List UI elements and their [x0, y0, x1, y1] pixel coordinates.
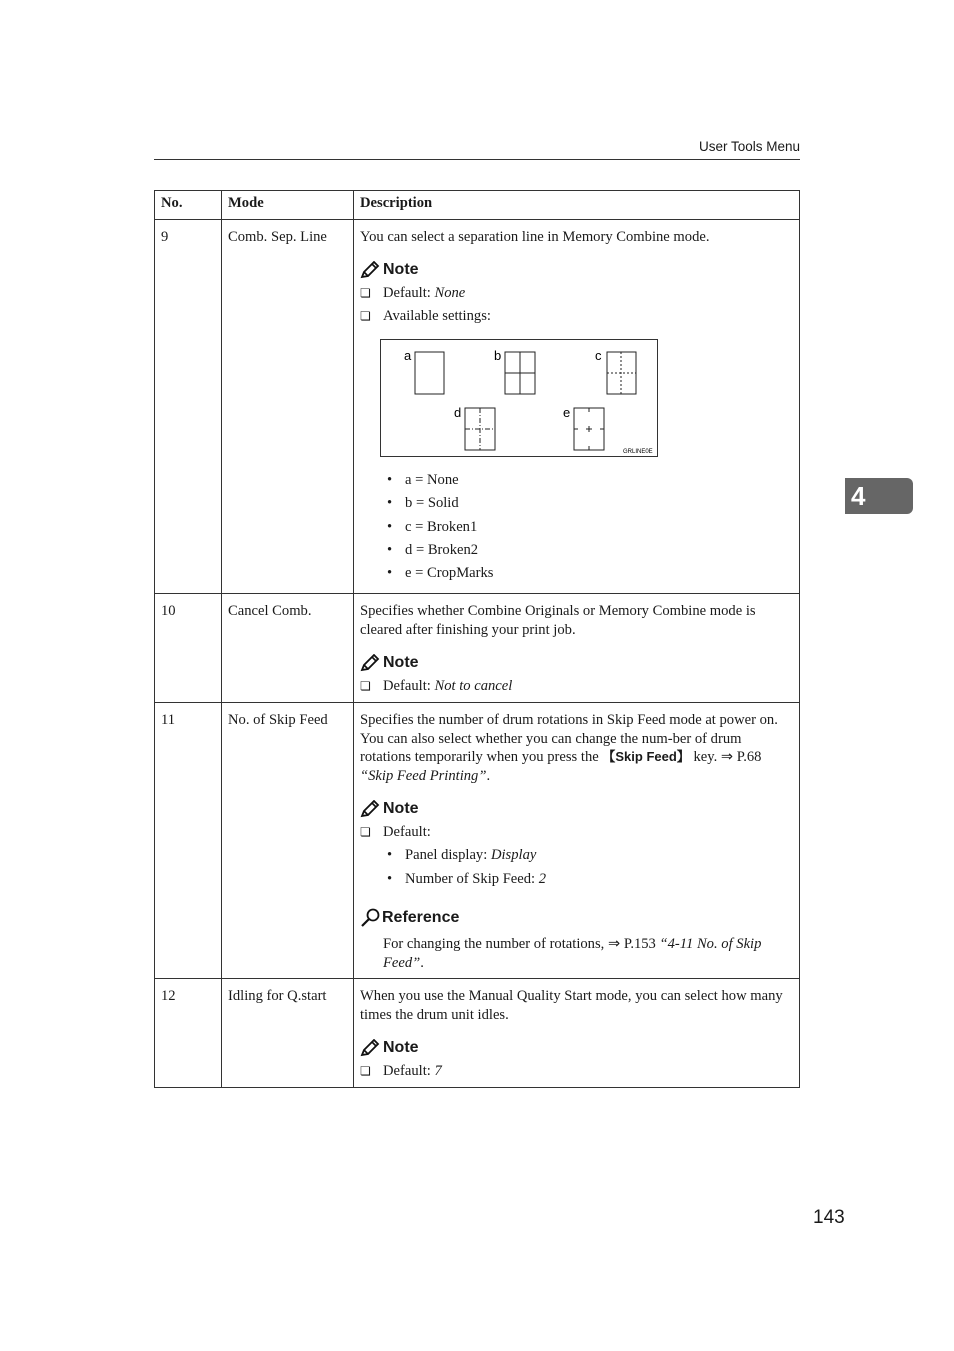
- list-item: • c = Broken1: [387, 518, 478, 535]
- available-label: Available settings:: [383, 308, 491, 324]
- note-label: Note: [383, 800, 419, 818]
- default-value: Not to cancel: [434, 678, 513, 695]
- default-line: [360, 1062, 794, 1081]
- list-item: • Panel display: Display: [387, 847, 537, 864]
- header-rule: [154, 159, 800, 160]
- skip-feed-key: 【Skip Feed】: [602, 749, 690, 765]
- note-heading: [360, 1038, 794, 1058]
- list-item: • Number of Skip Feed: 2: [387, 870, 547, 887]
- column-header-no: No.: [155, 191, 222, 220]
- table-header-row: [155, 191, 800, 220]
- page-number: 143: [813, 1207, 845, 1228]
- column-header-mode: Mode: [222, 191, 354, 220]
- description-text: Specifies whether Combine Originals or Memory Combine mode is cleared after finishing your print job.: [360, 603, 756, 638]
- default-list: [387, 846, 794, 893]
- default-line: [360, 284, 794, 303]
- separation-line-figure: [380, 339, 658, 457]
- row-description: [354, 703, 800, 979]
- default-value: 7: [434, 1063, 442, 1080]
- row-number: 9: [155, 219, 222, 594]
- magnifier-icon: [360, 908, 382, 928]
- table-row: [155, 979, 800, 1088]
- reference-label: Reference: [382, 908, 460, 926]
- figure-label-a: a: [404, 348, 412, 363]
- description-text: When you use the Manual Quality Start mode, you can select how many times the drum unit idles.: [360, 988, 783, 1023]
- column-header-description: Description: [354, 191, 800, 220]
- note-label: Note: [383, 1038, 419, 1056]
- list-item: • b = Solid: [387, 495, 459, 512]
- reference-link[interactable]: “4-11 No. of Skip Feed”: [383, 936, 762, 971]
- note-heading: [360, 653, 794, 673]
- checkbox-icon: ❏: [360, 286, 371, 300]
- note-label: Note: [383, 654, 419, 672]
- note-heading: [360, 260, 794, 280]
- row-description: [354, 594, 800, 703]
- figure-label-d: d: [454, 405, 462, 420]
- row-mode: Cancel Comb.: [222, 594, 354, 703]
- figure-label-b: b: [494, 348, 502, 363]
- default-label: Default:: [383, 285, 431, 301]
- list-item: • e = CropMarks: [387, 565, 494, 582]
- list-item: • d = Broken2: [387, 541, 479, 558]
- row-number: 12: [155, 979, 222, 1088]
- default-line: [360, 823, 794, 842]
- separation-line-diagram: [381, 340, 657, 456]
- row-number: 11: [155, 703, 222, 979]
- row-description: [354, 979, 800, 1088]
- row-number: 10: [155, 594, 222, 703]
- figure-label-e: e: [563, 405, 571, 420]
- table-row: [155, 594, 800, 703]
- reference-text: For changing the number of rotations, ⇒ P.153 “4-11 No. of Skip Feed”.: [383, 936, 762, 971]
- row-mode: Comb. Sep. Line: [222, 219, 354, 594]
- pencil-icon: [360, 800, 380, 818]
- checkbox-icon: ❏: [360, 1064, 371, 1079]
- default-value: None: [434, 285, 466, 301]
- checkbox-icon: ❏: [360, 825, 371, 840]
- row-mode: Idling for Q.start: [222, 979, 354, 1088]
- note-label: Note: [383, 260, 419, 278]
- table-row: [155, 703, 800, 979]
- available-line: [360, 307, 794, 326]
- pencil-icon: [360, 654, 380, 672]
- settings-list: [387, 471, 794, 587]
- row-mode: No. of Skip Feed: [222, 703, 354, 979]
- row-description: [354, 219, 800, 594]
- default-label: Default:: [383, 824, 431, 841]
- note-heading: [360, 799, 794, 819]
- table-row: [155, 219, 800, 594]
- default-line: [360, 677, 794, 696]
- cross-reference-link[interactable]: “Skip Feed Printing”: [360, 767, 487, 784]
- settings-table: [154, 190, 800, 1088]
- checkbox-icon: ❏: [360, 679, 371, 694]
- checkbox-icon: ❏: [360, 309, 371, 323]
- default-label: Default:: [383, 678, 431, 695]
- list-item: • a = None: [387, 472, 459, 488]
- running-header: User Tools Menu: [698, 139, 800, 154]
- pencil-icon: [360, 1039, 380, 1057]
- default-label: Default:: [383, 1063, 431, 1080]
- figure-label-c: c: [595, 348, 602, 363]
- description-text: You can select a separation line in Memory Combine mode.: [360, 228, 710, 245]
- chapter-tab: 4: [845, 478, 913, 514]
- reference-heading: [360, 907, 794, 929]
- figure-code: GRLINE0E: [623, 449, 653, 455]
- pencil-icon: [360, 261, 380, 279]
- description-text: Specifies the number of drum rotations in Skip Feed mode at power on. You can also select whether you can change the num-ber of drum rotations temporarily when you press the 【Skip Feed】 key. ⇒ P.68 “Skip Feed Printing”.: [360, 712, 778, 784]
